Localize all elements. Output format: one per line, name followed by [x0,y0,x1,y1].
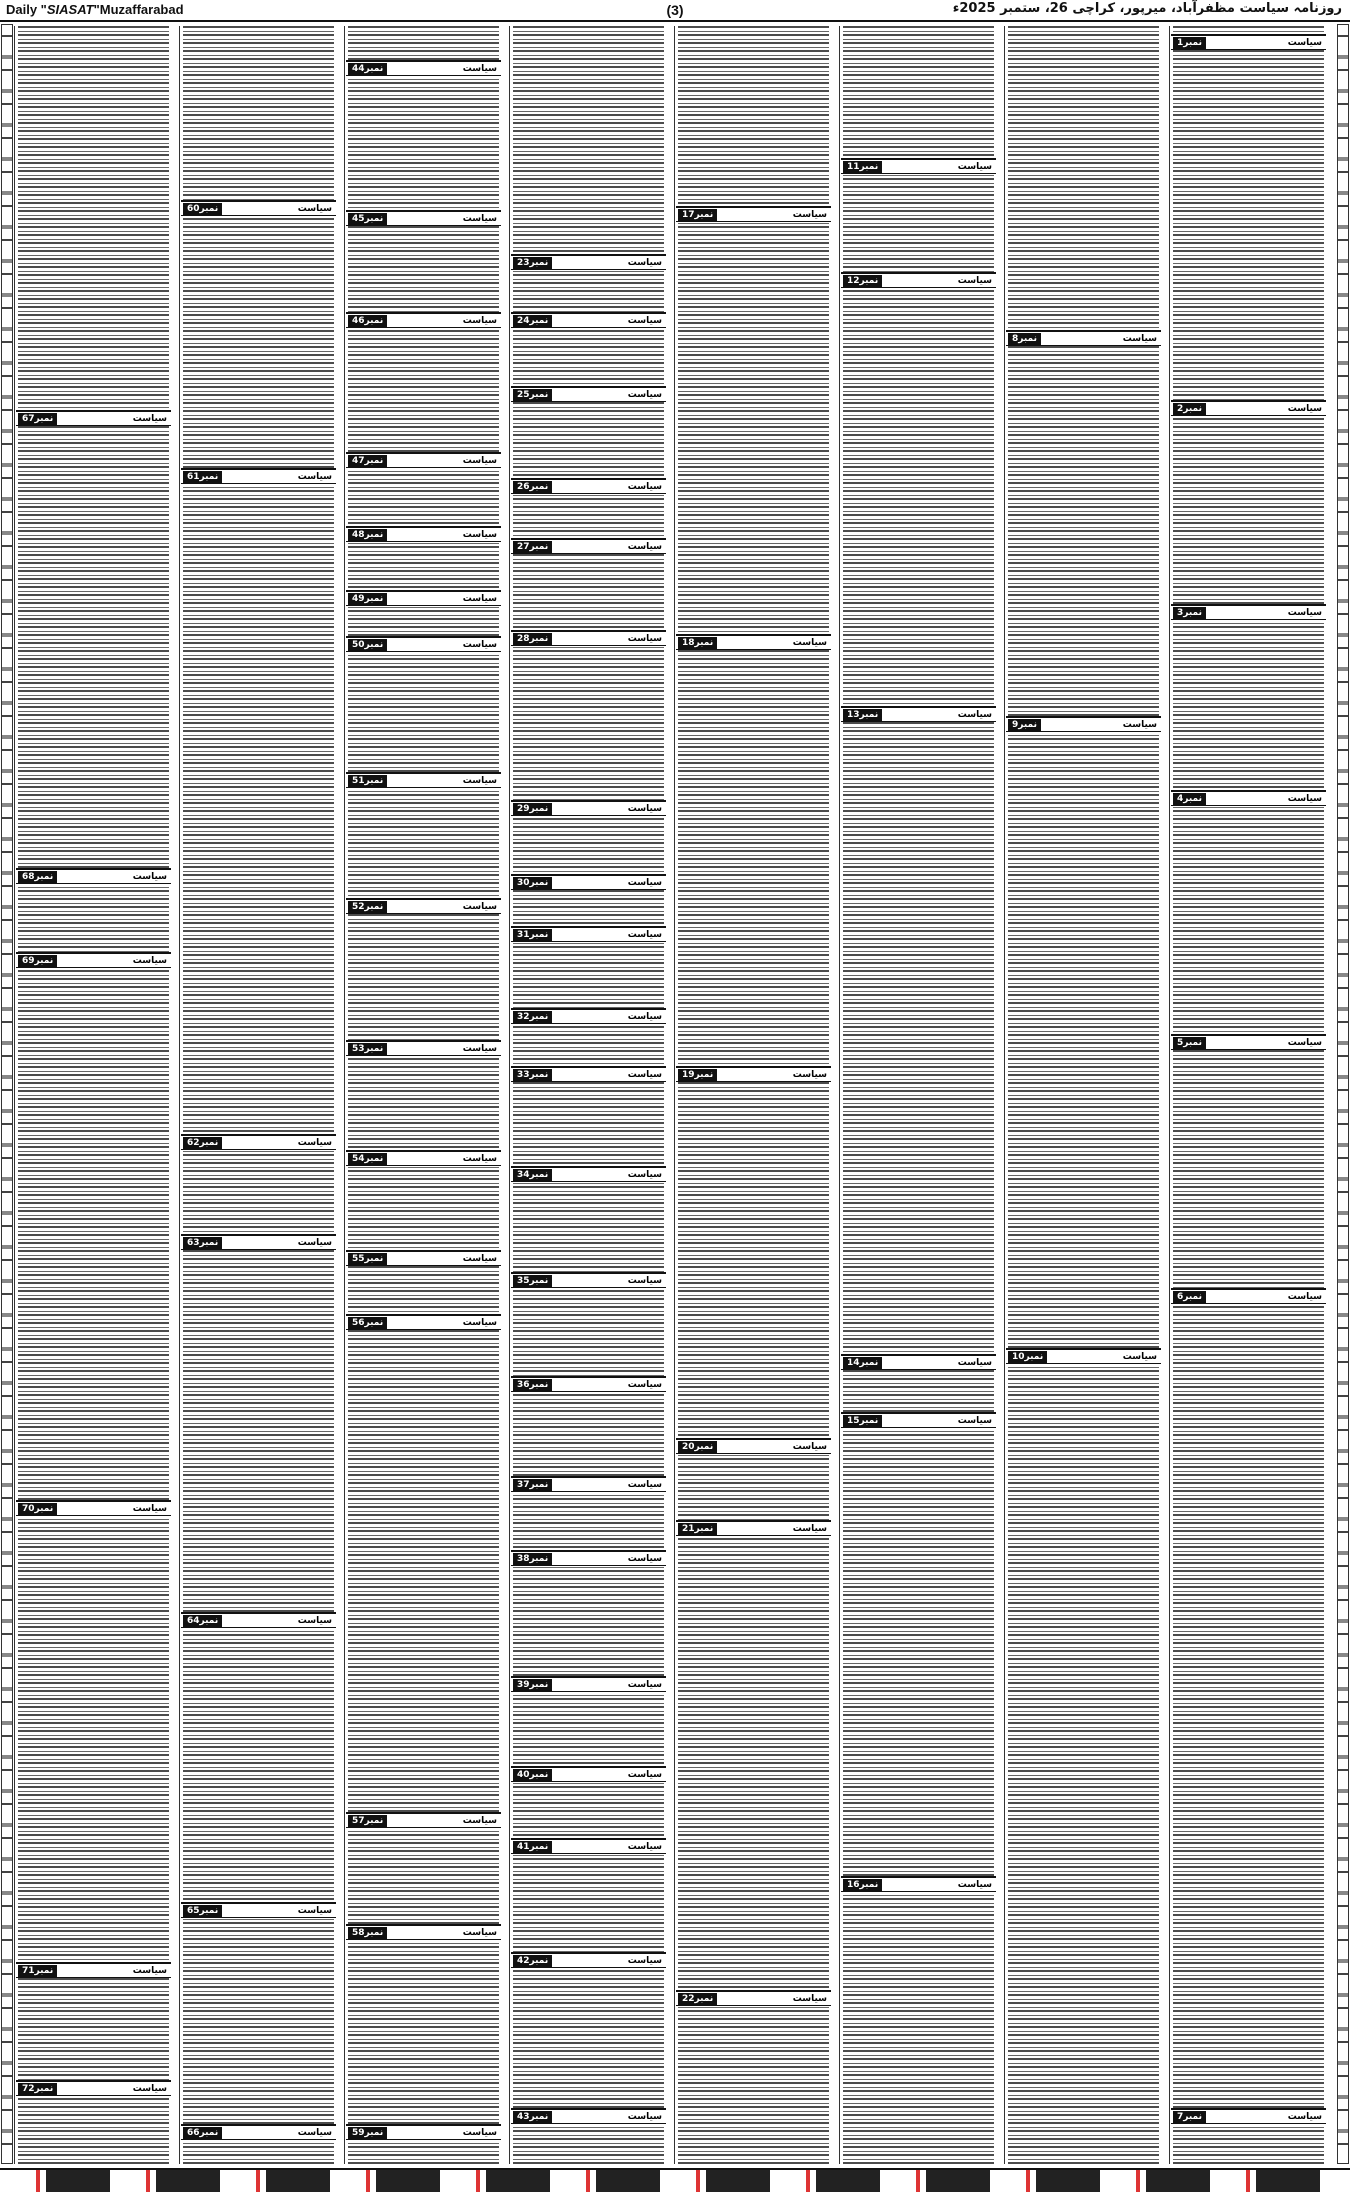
news-item-number: نمبر58 [348,1927,387,1939]
news-item-header [1171,604,1326,620]
news-item-header [511,1676,666,1692]
news-item-header [841,1354,996,1370]
news-item-number: نمبر12 [843,275,882,287]
news-item-number: نمبر8 [1008,333,1041,345]
news-item-header [511,800,666,816]
news-item-number: نمبر66 [183,2127,222,2139]
news-column [674,26,832,2164]
news-item-number: نمبر60 [183,203,222,215]
news-item-label: سیاست [627,929,662,940]
newspaper-name-urdu-date: روزنامہ سیاست مظفرآباد، میرپور، کراچی 26، ستمبر 2025ء [952,1,1342,16]
news-item-label: سیاست [462,2127,497,2138]
news-item-label: سیاست [792,1993,827,2004]
news-item-number: نمبر28 [513,633,552,645]
news-item-header [181,1234,336,1250]
news-item-header [676,1990,831,2006]
footer-decorative-strip [0,2168,1350,2192]
news-item-label: سیاست [627,257,662,268]
newspaper-name-english: Daily "SIASAT"Muzaffarabad [6,2,184,17]
news-item-number: نمبر69 [18,955,57,967]
news-item-header [1006,1348,1161,1364]
news-item-label: سیاست [627,541,662,552]
news-item-label: سیاست [627,803,662,814]
news-item-label: سیاست [627,633,662,644]
news-item-number: نمبر14 [843,1357,882,1369]
masthead [0,0,1350,22]
news-item-number: نمبر15 [843,1415,882,1427]
news-column [179,26,337,2164]
news-item-number: نمبر1 [1173,37,1206,49]
news-item-header [511,478,666,494]
news-item-number: نمبر38 [513,1553,552,1565]
news-item-number: نمبر65 [183,1905,222,1917]
news-item-label: سیاست [132,955,167,966]
news-item-label: سیاست [957,1415,992,1426]
news-item-label: سیاست [462,1815,497,1826]
news-item-header [676,206,831,222]
news-item-number: نمبر37 [513,1479,552,1491]
news-item-header [346,312,501,328]
news-item-label: سیاست [297,1615,332,1626]
news-item-label: سیاست [627,1955,662,1966]
news-item-header [346,210,501,226]
news-item-header [511,312,666,328]
news-item-number: نمبر41 [513,1841,552,1853]
news-item-label: سیاست [957,275,992,286]
news-item-label: سیاست [1287,2111,1322,2122]
news-item-header [511,1376,666,1392]
news-item-number: نمبر61 [183,471,222,483]
news-item-number: نمبر2 [1173,403,1206,415]
news-item-label: سیاست [627,315,662,326]
news-item-header [181,1134,336,1150]
news-item-number: نمبر29 [513,803,552,815]
news-item-label: سیاست [462,315,497,326]
news-item-label: سیاست [462,639,497,650]
news-column [14,26,172,2164]
column-body-text [1173,26,1324,2164]
news-item-number: نمبر63 [183,1237,222,1249]
news-item-number: نمبر18 [678,637,717,649]
news-item-header [511,926,666,942]
news-item-number: نمبر62 [183,1137,222,1149]
news-item-header [346,898,501,914]
news-item-header [511,1476,666,1492]
news-item-label: سیاست [1287,403,1322,414]
news-item-label: سیاست [462,213,497,224]
news-item-label: سیاست [462,63,497,74]
news-item-number: نمبر31 [513,929,552,941]
left-decorative-border [1,24,13,2164]
news-item-header [841,1876,996,1892]
news-item-header [1006,330,1161,346]
news-item-label: سیاست [627,1275,662,1286]
news-item-header [511,1550,666,1566]
news-item-number: نمبر52 [348,901,387,913]
news-item-header [841,706,996,722]
news-item-label: سیاست [957,1357,992,1368]
column-body-text [843,26,994,2164]
news-item-header [511,538,666,554]
column-body-text [1008,26,1159,2164]
news-item-header [346,1314,501,1330]
news-item-header [841,1412,996,1428]
news-item-label: سیاست [627,1011,662,1022]
news-item-label: سیاست [1287,1037,1322,1048]
news-item-number: نمبر71 [18,1965,57,1977]
news-item-number: نمبر35 [513,1275,552,1287]
news-item-header [346,452,501,468]
news-item-label: سیاست [627,1479,662,1490]
news-item-header [181,200,336,216]
news-item-label: سیاست [1287,607,1322,618]
news-item-number: نمبر17 [678,209,717,221]
news-item-header [1171,34,1326,50]
news-item-header [1171,790,1326,806]
news-item-header [16,868,171,884]
news-item-number: نمبر54 [348,1153,387,1165]
news-item-number: نمبر50 [348,639,387,651]
news-item-header [346,1250,501,1266]
news-item-label: سیاست [297,471,332,482]
news-item-label: سیاست [627,389,662,400]
news-item-label: سیاست [462,775,497,786]
news-item-label: سیاست [462,1043,497,1054]
news-item-number: نمبر24 [513,315,552,327]
news-item-label: سیاست [792,1523,827,1534]
news-item-number: نمبر48 [348,529,387,541]
news-item-number: نمبر33 [513,1069,552,1081]
news-item-label: سیاست [462,529,497,540]
news-item-header [1171,400,1326,416]
news-item-number: نمبر46 [348,315,387,327]
news-item-header [511,874,666,890]
news-item-number: نمبر11 [843,161,882,173]
news-item-label: سیاست [627,1769,662,1780]
news-item-number: نمبر51 [348,775,387,787]
news-item-label: سیاست [1122,333,1157,344]
news-item-number: نمبر3 [1173,607,1206,619]
news-item-header [511,1838,666,1854]
right-decorative-border [1337,24,1349,2164]
news-item-label: سیاست [297,203,332,214]
column-body-text [678,26,829,2164]
news-item-label: سیاست [462,593,497,604]
news-item-header [676,634,831,650]
news-item-number: نمبر44 [348,63,387,75]
news-item-number: نمبر5 [1173,1037,1206,1049]
news-item-number: نمبر68 [18,871,57,883]
news-item-header [1171,1034,1326,1050]
page-number: (3) [666,2,684,18]
news-item-header [16,2080,171,2096]
news-item-number: نمبر49 [348,593,387,605]
news-item-number: نمبر59 [348,2127,387,2139]
news-item-number: نمبر56 [348,1317,387,1329]
news-item-number: نمبر67 [18,413,57,425]
news-item-number: نمبر45 [348,213,387,225]
news-item-number: نمبر6 [1173,1291,1206,1303]
news-item-header [181,1612,336,1628]
news-item-label: سیاست [957,161,992,172]
news-item-number: نمبر30 [513,877,552,889]
news-item-header [511,1952,666,1968]
news-item-header [181,2124,336,2140]
news-item-label: سیاست [462,1317,497,1328]
news-item-label: سیاست [1287,793,1322,804]
news-item-number: نمبر7 [1173,2111,1206,2123]
column-body-text [348,26,499,2164]
news-item-label: سیاست [627,481,662,492]
news-item-number: نمبر27 [513,541,552,553]
news-item-header [676,1520,831,1536]
news-item-number: نمبر25 [513,389,552,401]
news-item-header [1171,2108,1326,2124]
news-item-number: نمبر47 [348,455,387,467]
news-item-number: نمبر55 [348,1253,387,1265]
news-item-label: سیاست [627,1379,662,1390]
news-item-header [511,386,666,402]
news-item-label: سیاست [792,1441,827,1452]
news-item-label: سیاست [132,1965,167,1976]
news-item-header [511,1166,666,1182]
news-item-header [181,468,336,484]
news-item-header [346,526,501,542]
news-item-label: سیاست [1122,1351,1157,1362]
news-item-header [676,1066,831,1082]
news-item-number: نمبر16 [843,1879,882,1891]
news-column [839,26,997,2164]
news-item-number: نمبر42 [513,1955,552,1967]
news-item-number: نمبر57 [348,1815,387,1827]
news-item-label: سیاست [627,1841,662,1852]
news-item-header [181,1902,336,1918]
news-item-header [16,1500,171,1516]
news-item-header [511,254,666,270]
news-item-label: سیاست [792,209,827,220]
news-item-header [841,272,996,288]
news-item-number: نمبر40 [513,1769,552,1781]
news-item-header [346,2124,501,2140]
news-item-number: نمبر4 [1173,793,1206,805]
news-item-header [346,1040,501,1056]
news-item-label: سیاست [132,871,167,882]
news-column [509,26,667,2164]
news-item-number: نمبر20 [678,1441,717,1453]
news-item-header [346,590,501,606]
news-column [344,26,502,2164]
news-item-header [346,60,501,76]
news-item-label: سیاست [297,1137,332,1148]
news-item-label: سیاست [462,1927,497,1938]
news-item-number: نمبر9 [1008,719,1041,731]
news-item-label: سیاست [462,1153,497,1164]
news-item-header [511,1766,666,1782]
news-item-header [511,1066,666,1082]
news-item-header [16,410,171,426]
news-item-header [1171,1288,1326,1304]
news-item-number: نمبر39 [513,1679,552,1691]
news-item-label: سیاست [297,1905,332,1916]
news-item-label: سیاست [627,1679,662,1690]
news-item-number: نمبر36 [513,1379,552,1391]
news-item-number: نمبر43 [513,2111,552,2123]
news-item-number: نمبر10 [1008,1351,1047,1363]
news-item-header [16,1962,171,1978]
news-item-number: نمبر23 [513,257,552,269]
news-item-header [346,1150,501,1166]
news-item-number: نمبر19 [678,1069,717,1081]
news-item-number: نمبر72 [18,2083,57,2095]
news-item-header [511,630,666,646]
news-item-label: سیاست [792,637,827,648]
news-item-header [841,158,996,174]
news-item-number: نمبر22 [678,1993,717,2005]
news-item-number: نمبر64 [183,1615,222,1627]
news-item-header [346,772,501,788]
column-body-text [183,26,334,2164]
news-item-label: سیاست [627,1069,662,1080]
news-item-label: سیاست [132,2083,167,2094]
news-item-label: سیاست [462,901,497,912]
news-column [1169,26,1327,2164]
news-item-label: سیاست [792,1069,827,1080]
news-item-header [346,1812,501,1828]
news-item-label: سیاست [627,1553,662,1564]
news-item-label: سیاست [957,1879,992,1890]
news-item-label: سیاست [627,1169,662,1180]
news-item-label: سیاست [627,877,662,888]
news-item-label: سیاست [297,2127,332,2138]
news-item-number: نمبر21 [678,1523,717,1535]
news-item-label: سیاست [957,709,992,720]
news-column [1004,26,1162,2164]
news-item-label: سیاست [1122,719,1157,730]
news-item-number: نمبر32 [513,1011,552,1023]
news-item-header [511,1272,666,1288]
news-item-header [676,1438,831,1454]
news-item-number: نمبر70 [18,1503,57,1515]
news-item-label: سیاست [1287,1291,1322,1302]
column-body-text [18,26,169,2164]
news-item-number: نمبر13 [843,709,882,721]
news-item-header [511,1008,666,1024]
news-item-label: سیاست [132,1503,167,1514]
news-item-label: سیاست [627,2111,662,2122]
news-item-label: سیاست [1287,37,1322,48]
news-item-number: نمبر53 [348,1043,387,1055]
news-item-header [511,2108,666,2124]
news-item-header [1006,716,1161,732]
news-item-number: نمبر26 [513,481,552,493]
news-item-header [346,1924,501,1940]
news-item-label: سیاست [462,1253,497,1264]
news-item-label: سیاست [297,1237,332,1248]
news-item-header [346,636,501,652]
news-item-number: نمبر34 [513,1169,552,1181]
news-item-label: سیاست [132,413,167,424]
news-item-label: سیاست [462,455,497,466]
news-item-header [16,952,171,968]
